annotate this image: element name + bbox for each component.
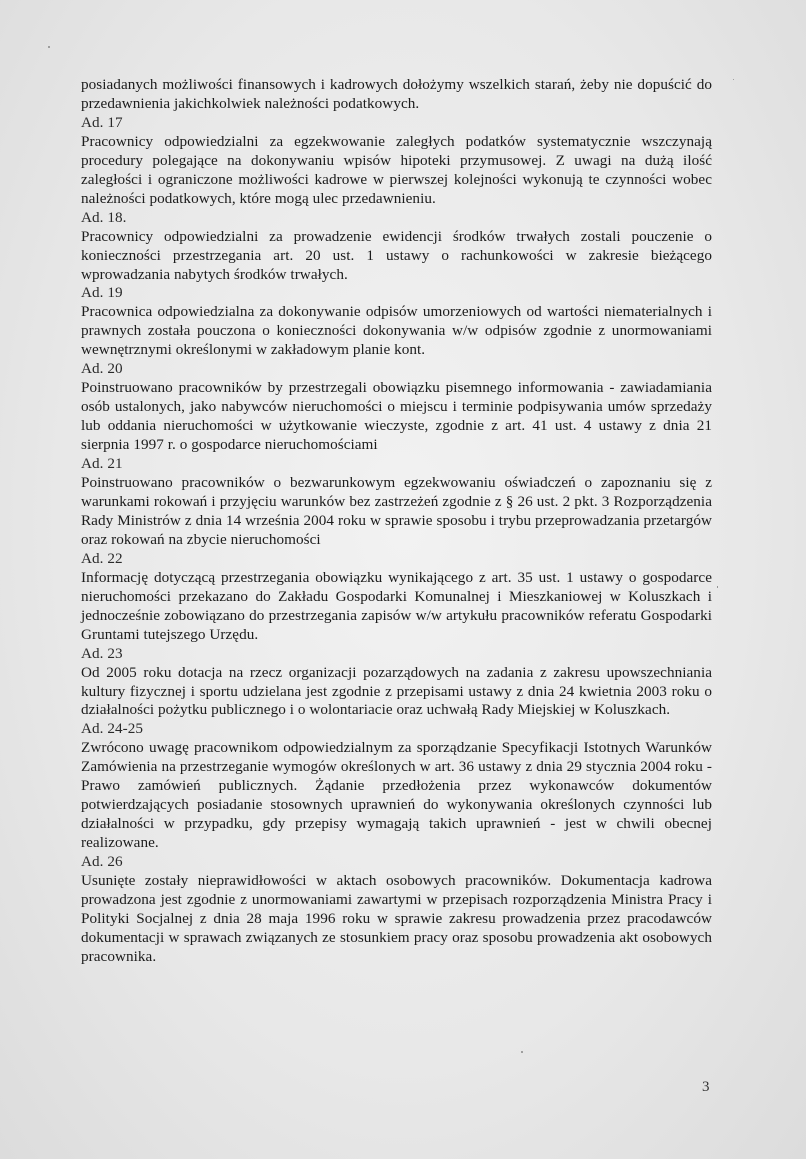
scan-speck — [733, 79, 734, 80]
section-paragraph: Od 2005 roku dotacja na rzecz organizacji pozarządowych na zadania z zakresu upowszechniania kultury fizycznej i sportu udzielana jest zgodnie z przepisami ustawy z dnia 24 kwietnia 2003 roku o działalności pożytku publicznego i o wolontariacie oraz uchwałą Rady Miejskiej w Koluszkach. — [81, 663, 712, 719]
section-heading: Ad. 21 — [81, 455, 123, 473]
section-paragraph: Pracownicy odpowiedzialni za prowadzenie ewidencji środków trwałych zostali pouczenie o konieczności przestrzegania art. 20 ust. 1 ustawy o rachunkowości w zakresie bieżącego wprowadzania nabytych środków trwałych. — [81, 227, 712, 283]
intro-paragraph: posiadanych możliwości finansowych i kadrowych dołożymy wszelkich starań, żeby nie dopuścić do przedawnienia jakichkolwiek należności podatkowych. — [81, 76, 712, 112]
section-paragraph: Usunięte zostały nieprawidłowości w aktach osobowych pracowników. Dokumentacja kadrowa prowadzona jest zgodnie z unormowaniami zawartymi w przepisach rozporządzenia Ministra Pracy i Polityki Socjalnej z dnia 28 maja 1996 roku w sprawie zakresu prowadzenia przez pracodawców dokumentacji w sprawach związanych ze stosunkiem pracy oraz sposobu prowadzenia akt osobowych pracownika. — [81, 872, 712, 965]
section-heading: Ad. 19 — [81, 284, 123, 302]
section-heading: Ad. 20 — [81, 360, 123, 378]
section-paragraph: Pracownicy odpowiedzialni za egzekwowanie zaległych podatków systematycznie wszczynają procedury polegające na dokonywaniu wpisów hipoteki przymusowej. Z uwagi na dużą ilość zaległości i ograniczone możliwości kadrowe w pierwszej kolejności wykonują te czynności wobec należności podatkowych, które mogą ulec przedawnieniu. — [81, 132, 712, 207]
section-heading: Ad. 24-25 — [81, 720, 144, 738]
document-body — [81, 76, 712, 967]
section-heading: Ad. 23 — [81, 644, 123, 662]
section-heading: Ad. 26 — [81, 853, 123, 871]
section-paragraph: Informację dotyczącą przestrzegania obowiązku wynikającego z art. 35 ust. 1 ustawy o gospodarce nieruchomości przekazano do Zakładu Gospodarki Komunalnej i Mieszkaniowej w Koluszkach i jednocześnie zobowiązano do przestrzegania zapisów w/w artykułu pracowników referatu Gospodarki Gruntami tutejszego Urzędu. — [81, 568, 712, 643]
page-number: 3 — [702, 1079, 710, 1095]
section-paragraph: Zwrócono uwagę pracownikom odpowiedzialnym za sporządzanie Specyfikacji Istotnych Warunków Zamówienia na przestrzeganie wymogów określonych w art. 36 ustawy z dnia 29 stycznia 2004 roku - Prawo zamówień publicznych. Żądanie przedłożenia przez wykonawców dokumentów potwierdzających posiadanie stosownych uprawnień do wykonywania określonych czynności lub działalności w przypadku, gdy przepisy wymagają takich uprawnień - jest w chwili obecnej realizowane. — [81, 739, 712, 852]
section-paragraph: Poinstruowano pracowników o bezwarunkowym egzekwowaniu oświadczeń o zapoznaniu się z warunkami rokowań i przyjęciu warunków bez zastrzeżeń zgodnie z § 26 ust. 2 pkt. 3 Rozporządzenia Rady Ministrów z dnia 14 września 2004 roku w sprawie sposobu i trybu przeprowadzania przetargów oraz rokowań na zbycie nieruchomości — [81, 474, 712, 548]
section-heading: Ad. 18. — [81, 208, 127, 226]
scan-speck — [48, 46, 50, 48]
scan-speck — [521, 1051, 523, 1053]
section-heading: Ad. 17 — [81, 113, 123, 131]
section-heading: Ad. 22 — [81, 549, 123, 567]
scan-speck — [717, 586, 718, 588]
section-paragraph: Poinstruowano pracowników by przestrzegali obowiązku pisemnego informowania - zawiadamiania osób ustalonych, jako nabywców nieruchomości o miejscu i terminie podpisywania umów sprzedaży lub oddania nieruchomości w użytkowanie wieczyste, zgodnie z art. 41 ust. 4 ustawy z dnia 21 sierpnia 1997 r. o gospodarce nieruchomościami — [81, 379, 712, 454]
section-paragraph: Pracownica odpowiedzialna za dokonywanie odpisów umorzeniowych od wartości niematerialnych i prawnych została pouczona o konieczności dokonywania w/w odpisów zgodnie z unormowaniami wewnętrznymi określonymi w zakładowym planie kont. — [81, 303, 712, 359]
